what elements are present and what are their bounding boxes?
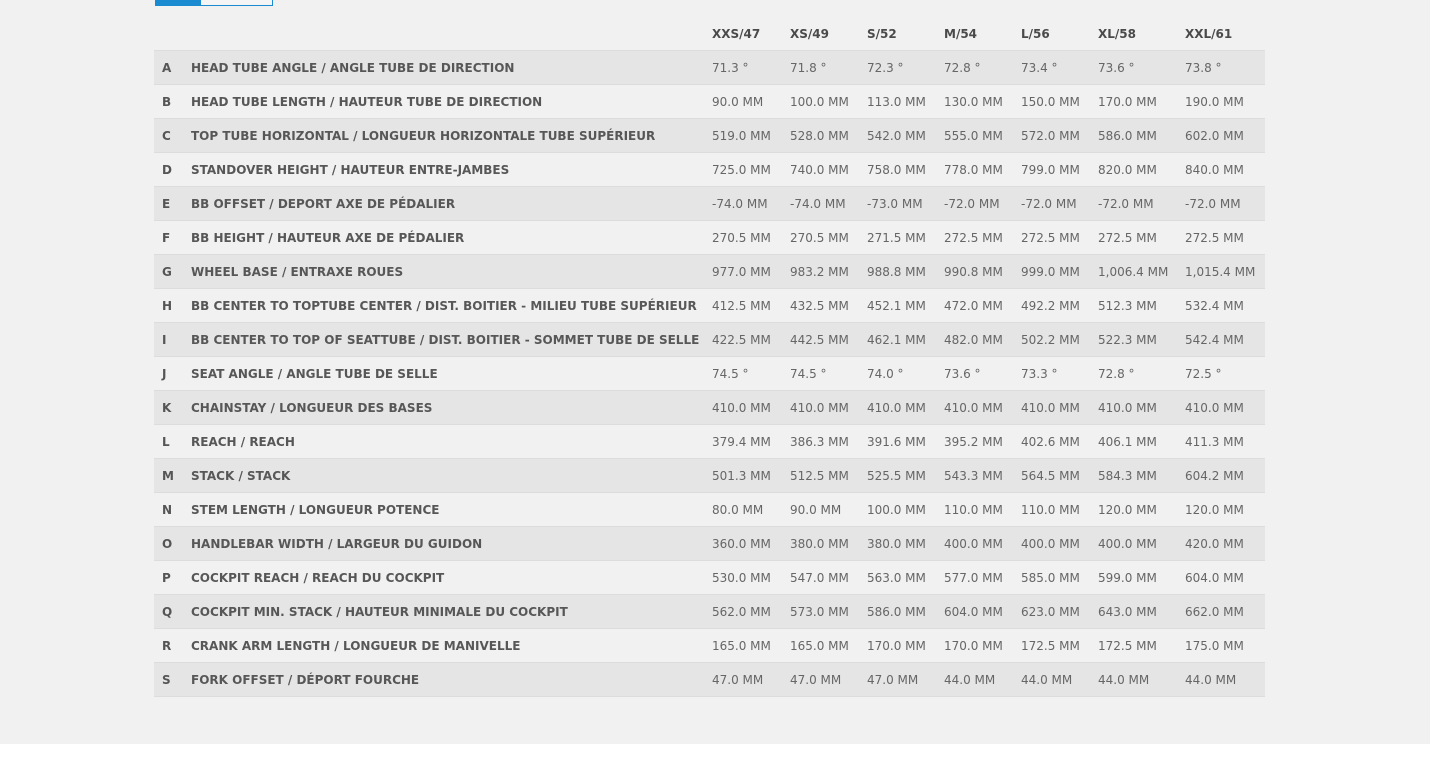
measurement-letter: I <box>154 323 191 357</box>
measurement-value: 72.8 ° <box>1098 357 1185 391</box>
measurement-value: 395.2 MM <box>944 425 1021 459</box>
header-letter-blank <box>154 17 191 51</box>
measurement-letter: G <box>154 255 191 289</box>
measurement-name: STEM LENGTH / LONGUEUR POTENCE <box>191 493 712 527</box>
measurement-letter: P <box>154 561 191 595</box>
measurement-value: 411.3 MM <box>1185 425 1265 459</box>
measurement-name: STACK / STACK <box>191 459 712 493</box>
measurement-value: 452.1 MM <box>867 289 944 323</box>
size-header: XXL/61 <box>1185 26 1233 41</box>
measurement-value: 542.0 MM <box>867 119 944 153</box>
measurement-name: SEAT ANGLE / ANGLE TUBE DE SELLE <box>191 357 712 391</box>
measurement-value: 412.5 MM <box>712 289 790 323</box>
measurement-value: 72.5 ° <box>1185 357 1265 391</box>
measurement-value: 47.0 MM <box>867 663 944 697</box>
measurement-value: 73.8 ° <box>1185 51 1265 85</box>
unit-toggle-in[interactable] <box>201 0 272 5</box>
measurement-value: 165.0 MM <box>790 629 867 663</box>
measurement-value: 71.8 ° <box>790 51 867 85</box>
measurement-value: 662.0 MM <box>1185 595 1265 629</box>
measurement-value: 586.0 MM <box>1098 119 1185 153</box>
measurement-name: BB HEIGHT / HAUTEUR AXE DE PÉDALIER <box>191 221 712 255</box>
measurement-value: 380.0 MM <box>867 527 944 561</box>
measurement-value: 172.5 MM <box>1098 629 1185 663</box>
measurement-value: 410.0 MM <box>790 391 867 425</box>
measurement-value: 44.0 MM <box>1021 663 1098 697</box>
table-row <box>154 595 1265 629</box>
measurement-value: 175.0 MM <box>1185 629 1265 663</box>
measurement-name: FORK OFFSET / DÉPORT FOURCHE <box>191 663 712 697</box>
measurement-letter: J <box>154 357 191 391</box>
measurement-value: 585.0 MM <box>1021 561 1098 595</box>
measurement-letter: S <box>154 663 191 697</box>
measurement-value: 543.3 MM <box>944 459 1021 493</box>
measurement-value: 410.0 MM <box>1185 391 1265 425</box>
measurement-value: 190.0 MM <box>1185 85 1265 119</box>
table-row <box>154 629 1265 663</box>
measurement-value: 71.3 ° <box>712 51 790 85</box>
measurement-value: 402.6 MM <box>1021 425 1098 459</box>
table-row <box>154 51 1265 85</box>
measurement-name: TOP TUBE HORIZONTAL / LONGUEUR HORIZONTALE TUBE SUPÉRIEUR <box>191 119 712 153</box>
geometry-table <box>154 17 1265 697</box>
measurement-name: HANDLEBAR WIDTH / LARGEUR DU GUIDON <box>191 527 712 561</box>
measurement-value: 170.0 MM <box>944 629 1021 663</box>
measurement-value: 586.0 MM <box>867 595 944 629</box>
measurement-value: 270.5 MM <box>790 221 867 255</box>
measurement-value: 272.5 MM <box>1021 221 1098 255</box>
measurement-value: 604.0 MM <box>1185 561 1265 595</box>
measurement-value: 420.0 MM <box>1185 527 1265 561</box>
measurement-name: BB CENTER TO TOPTUBE CENTER / DIST. BOITIER - MILIEU TUBE SUPÉRIEUR <box>191 289 712 323</box>
measurement-value: 47.0 MM <box>790 663 867 697</box>
measurement-name: HEAD TUBE ANGLE / ANGLE TUBE DE DIRECTION <box>191 51 712 85</box>
measurement-value: 47.0 MM <box>712 663 790 697</box>
measurement-name: STANDOVER HEIGHT / HAUTEUR ENTRE-JAMBES <box>191 153 712 187</box>
measurement-value: 562.0 MM <box>712 595 790 629</box>
table-row <box>154 561 1265 595</box>
measurement-value: 100.0 MM <box>867 493 944 527</box>
measurement-value: 602.0 MM <box>1185 119 1265 153</box>
measurement-name: BB OFFSET / DEPORT AXE DE PÉDALIER <box>191 187 712 221</box>
measurement-value: 564.5 MM <box>1021 459 1098 493</box>
measurement-name: REACH / REACH <box>191 425 712 459</box>
measurement-value: 512.3 MM <box>1098 289 1185 323</box>
measurement-value: 432.5 MM <box>790 289 867 323</box>
measurement-value: 502.2 MM <box>1021 323 1098 357</box>
size-header: S/52 <box>867 26 897 41</box>
measurement-value: -72.0 MM <box>1185 187 1265 221</box>
size-header-row <box>154 17 1265 51</box>
table-row <box>154 85 1265 119</box>
table-row <box>154 289 1265 323</box>
measurement-value: 74.5 ° <box>790 357 867 391</box>
measurement-letter: M <box>154 459 191 493</box>
measurement-value: 988.8 MM <box>867 255 944 289</box>
unit-toggle[interactable] <box>155 0 273 6</box>
measurement-value: 422.5 MM <box>712 323 790 357</box>
measurement-value: 410.0 MM <box>944 391 1021 425</box>
measurement-value: 271.5 MM <box>867 221 944 255</box>
measurement-letter: L <box>154 425 191 459</box>
measurement-letter: R <box>154 629 191 663</box>
header-measurement-blank <box>191 17 712 51</box>
measurement-value: 72.8 ° <box>944 51 1021 85</box>
measurement-value: 977.0 MM <box>712 255 790 289</box>
measurement-value: 740.0 MM <box>790 153 867 187</box>
measurement-value: 400.0 MM <box>944 527 1021 561</box>
size-header: XS/49 <box>790 26 829 41</box>
measurement-value: 74.0 ° <box>867 357 944 391</box>
measurement-value: 599.0 MM <box>1098 561 1185 595</box>
measurement-value: 492.2 MM <box>1021 289 1098 323</box>
measurement-value: 758.0 MM <box>867 153 944 187</box>
measurement-value: -74.0 MM <box>790 187 867 221</box>
measurement-letter: N <box>154 493 191 527</box>
measurement-value: 90.0 MM <box>712 85 790 119</box>
measurement-value: 272.5 MM <box>1185 221 1265 255</box>
table-row <box>154 663 1265 697</box>
measurement-value: 44.0 MM <box>944 663 1021 697</box>
measurement-name: CHAINSTAY / LONGUEUR DES BASES <box>191 391 712 425</box>
measurement-letter: D <box>154 153 191 187</box>
measurement-value: 110.0 MM <box>1021 493 1098 527</box>
measurement-value: 519.0 MM <box>712 119 790 153</box>
measurement-name: BB CENTER TO TOP OF SEATTUBE / DIST. BOITIER - SOMMET TUBE DE SELLE <box>191 323 712 357</box>
table-row <box>154 221 1265 255</box>
measurement-value: 406.1 MM <box>1098 425 1185 459</box>
measurement-value: -72.0 MM <box>944 187 1021 221</box>
measurement-value: 643.0 MM <box>1098 595 1185 629</box>
measurement-value: 542.4 MM <box>1185 323 1265 357</box>
measurement-value: 90.0 MM <box>790 493 867 527</box>
measurement-value: 170.0 MM <box>1098 85 1185 119</box>
measurement-value: 150.0 MM <box>1021 85 1098 119</box>
measurement-value: 113.0 MM <box>867 85 944 119</box>
measurement-value: 840.0 MM <box>1185 153 1265 187</box>
measurement-value: 120.0 MM <box>1185 493 1265 527</box>
table-row <box>154 153 1265 187</box>
measurement-value: 522.3 MM <box>1098 323 1185 357</box>
measurement-value: 170.0 MM <box>867 629 944 663</box>
measurement-value: 410.0 MM <box>712 391 790 425</box>
table-row <box>154 493 1265 527</box>
measurement-value: 999.0 MM <box>1021 255 1098 289</box>
measurement-value: 820.0 MM <box>1098 153 1185 187</box>
measurement-value: 1,006.4 MM <box>1098 255 1185 289</box>
measurement-value: 573.0 MM <box>790 595 867 629</box>
measurement-value: 512.5 MM <box>790 459 867 493</box>
measurement-value: 44.0 MM <box>1185 663 1265 697</box>
measurement-value: 360.0 MM <box>712 527 790 561</box>
measurement-value: 555.0 MM <box>944 119 1021 153</box>
measurement-value: 547.0 MM <box>790 561 867 595</box>
measurement-value: 528.0 MM <box>790 119 867 153</box>
measurement-value: 270.5 MM <box>712 221 790 255</box>
measurement-value: 472.0 MM <box>944 289 1021 323</box>
measurement-value: 379.4 MM <box>712 425 790 459</box>
measurement-letter: E <box>154 187 191 221</box>
measurement-letter: C <box>154 119 191 153</box>
measurement-value: 572.0 MM <box>1021 119 1098 153</box>
measurement-value: 442.5 MM <box>790 323 867 357</box>
measurement-value: 604.2 MM <box>1185 459 1265 493</box>
measurement-letter: Q <box>154 595 191 629</box>
measurement-value: 73.3 ° <box>1021 357 1098 391</box>
measurement-value: -72.0 MM <box>1098 187 1185 221</box>
measurement-value: 165.0 MM <box>712 629 790 663</box>
measurement-letter: A <box>154 51 191 85</box>
measurement-value: 563.0 MM <box>867 561 944 595</box>
table-row <box>154 391 1265 425</box>
measurement-value: 74.5 ° <box>712 357 790 391</box>
measurement-value: 391.6 MM <box>867 425 944 459</box>
measurement-value: 110.0 MM <box>944 493 1021 527</box>
measurement-value: 410.0 MM <box>1098 391 1185 425</box>
size-header: XXS/47 <box>712 26 761 41</box>
measurement-value: 584.3 MM <box>1098 459 1185 493</box>
size-header: L/56 <box>1021 26 1050 41</box>
measurement-value: 482.0 MM <box>944 323 1021 357</box>
measurement-value: 100.0 MM <box>790 85 867 119</box>
table-row <box>154 357 1265 391</box>
table-row <box>154 527 1265 561</box>
measurement-value: 386.3 MM <box>790 425 867 459</box>
measurement-value: 130.0 MM <box>944 85 1021 119</box>
measurement-value: 73.6 ° <box>944 357 1021 391</box>
measurement-value: 623.0 MM <box>1021 595 1098 629</box>
measurement-value: 778.0 MM <box>944 153 1021 187</box>
table-row <box>154 425 1265 459</box>
measurement-value: 73.4 ° <box>1021 51 1098 85</box>
measurement-letter: O <box>154 527 191 561</box>
measurement-value: -72.0 MM <box>1021 187 1098 221</box>
measurement-letter: B <box>154 85 191 119</box>
measurement-value: 799.0 MM <box>1021 153 1098 187</box>
measurement-value: 577.0 MM <box>944 561 1021 595</box>
measurement-value: 120.0 MM <box>1098 493 1185 527</box>
table-row <box>154 187 1265 221</box>
measurement-name: COCKPIT MIN. STACK / HAUTEUR MINIMALE DU COCKPIT <box>191 595 712 629</box>
measurement-value: -73.0 MM <box>867 187 944 221</box>
measurement-value: 80.0 MM <box>712 493 790 527</box>
measurement-value: 501.3 MM <box>712 459 790 493</box>
measurement-value: 44.0 MM <box>1098 663 1185 697</box>
measurement-value: 272.5 MM <box>1098 221 1185 255</box>
measurement-value: 172.5 MM <box>1021 629 1098 663</box>
measurement-value: 983.2 MM <box>790 255 867 289</box>
measurement-value: 380.0 MM <box>790 527 867 561</box>
measurement-letter: F <box>154 221 191 255</box>
size-header: M/54 <box>944 26 978 41</box>
measurement-value: 990.8 MM <box>944 255 1021 289</box>
measurement-value: 410.0 MM <box>1021 391 1098 425</box>
unit-toggle-mm[interactable] <box>156 0 201 5</box>
table-row <box>154 323 1265 357</box>
measurement-value: 725.0 MM <box>712 153 790 187</box>
measurement-name: CRANK ARM LENGTH / LONGUEUR DE MANIVELLE <box>191 629 712 663</box>
measurement-value: -74.0 MM <box>712 187 790 221</box>
measurement-value: 525.5 MM <box>867 459 944 493</box>
table-row <box>154 119 1265 153</box>
measurement-value: 604.0 MM <box>944 595 1021 629</box>
measurement-value: 530.0 MM <box>712 561 790 595</box>
measurement-value: 1,015.4 MM <box>1185 255 1265 289</box>
measurement-name: WHEEL BASE / ENTRAXE ROUES <box>191 255 712 289</box>
measurement-value: 73.6 ° <box>1098 51 1185 85</box>
measurement-letter: K <box>154 391 191 425</box>
size-header: XL/58 <box>1098 26 1136 41</box>
measurement-value: 400.0 MM <box>1021 527 1098 561</box>
measurement-name: HEAD TUBE LENGTH / HAUTEUR TUBE DE DIRECTION <box>191 85 712 119</box>
measurement-value: 532.4 MM <box>1185 289 1265 323</box>
measurement-value: 410.0 MM <box>867 391 944 425</box>
measurement-letter: H <box>154 289 191 323</box>
measurement-value: 272.5 MM <box>944 221 1021 255</box>
measurement-name: COCKPIT REACH / REACH DU COCKPIT <box>191 561 712 595</box>
table-row <box>154 255 1265 289</box>
measurement-value: 462.1 MM <box>867 323 944 357</box>
measurement-value: 400.0 MM <box>1098 527 1185 561</box>
table-row <box>154 459 1265 493</box>
measurement-value: 72.3 ° <box>867 51 944 85</box>
